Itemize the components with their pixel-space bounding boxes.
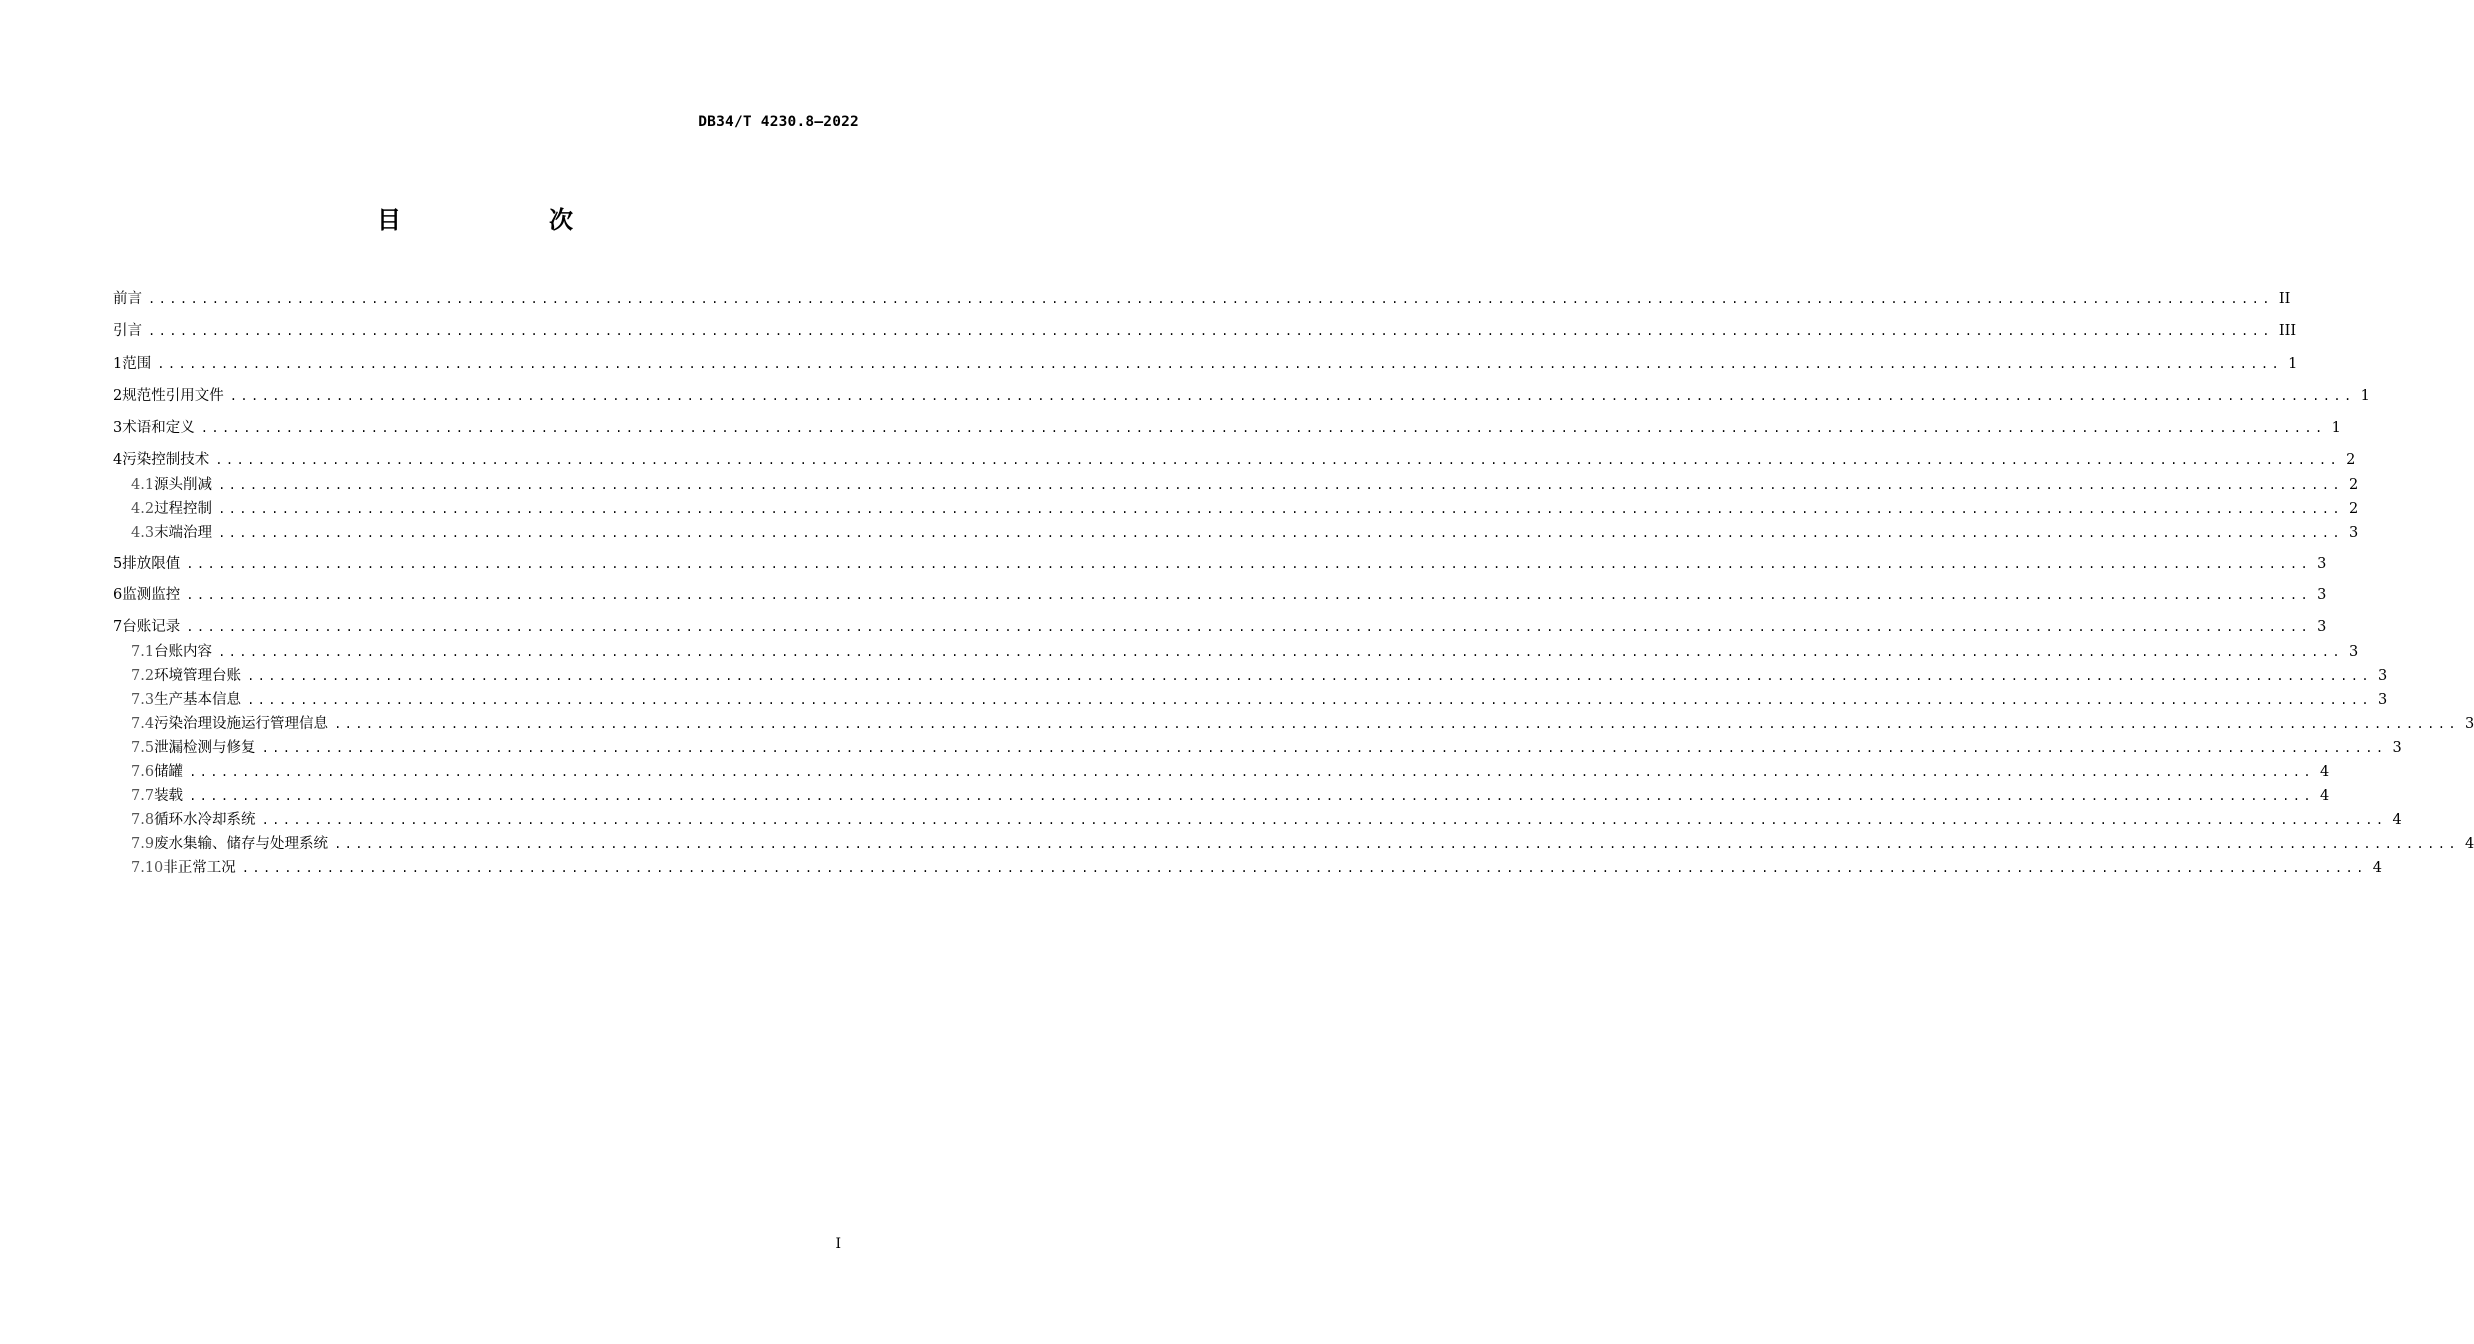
toc-leader-dots: ........................................................................................................................................................................................................ [218,502,2343,516]
toc-entry-number: 7.2 [131,668,155,684]
toc-leader-dots: ........................................................................................................................................................................................................ [261,813,2387,827]
toc-entry[interactable] [113,857,2382,879]
toc-entry[interactable] [113,498,2359,520]
toc-entry-page: III [2278,323,2297,339]
toc-entry-label: 术语和定义 [122,420,195,436]
toc-leader-dots: ........................................................................................................................................................................................................ [247,693,2372,707]
toc-entry-label: 环境管理台账 [154,668,242,684]
toc-entry-page: 4 [2319,788,2330,804]
toc-entry-page: 3 [2317,556,2327,572]
toc-entry-label: 监测监控 [122,587,181,603]
toc-entry-number: 4.1 [131,477,155,493]
toc-entry[interactable] [113,785,2330,807]
toc-entry-number: 4 [113,452,123,468]
toc-entry[interactable] [113,616,2327,638]
toc-leader-dots: ........................................................................................................................................................................................................ [241,861,2367,875]
toc-entry-number: 7.1 [131,644,155,660]
toc-entry-number: 7 [113,619,123,635]
toc-entry[interactable] [113,665,2388,687]
toc-entry-page: 4 [2464,836,2474,852]
toc-entry-label: 范围 [122,356,152,372]
toc-entry[interactable] [113,288,2291,310]
toc-entry[interactable] [113,641,2359,663]
toc-leader-dots: ........................................................................................................................................................................................................ [157,357,2283,371]
toc-entry-label: 台账记录 [122,619,181,635]
toc-entry-label: 前言 [113,291,142,307]
toc-entry-label: 非正常工况 [163,860,236,876]
toc-entry[interactable] [113,553,2327,575]
toc-leader-dots: ........................................................................................................................................................................................................ [189,765,2314,779]
toc-entry-label: 污染治理设施运行管理信息 [154,716,329,732]
toc-entry[interactable] [113,417,2341,439]
toc-entry-label: 过程控制 [154,501,213,517]
toc-entry[interactable] [113,833,2474,855]
toc-entry-page: 2 [2348,501,2359,517]
toc-leader-dots: ........................................................................................................................................................................................................ [334,717,2459,731]
toc-leader-dots: ........................................................................................................................................................................................................ [186,588,2312,602]
toc-leader-dots: ........................................................................................................................................................................................................ [148,324,2273,338]
toc-entry-page: II [2278,291,2291,307]
toc-entry-label: 末端治理 [154,525,213,541]
toc-entry-page: 3 [2317,587,2327,603]
toc-entry[interactable] [113,737,2402,759]
toc-entry[interactable] [113,809,2402,831]
toc-entry-label: 污染控制技术 [122,452,210,468]
toc-entry[interactable] [113,522,2359,544]
standard-code: DB34/T 4230.8—2022 [698,114,859,130]
toc-entry-page: 4 [2319,764,2330,780]
page-title: 目 次 [377,206,635,234]
toc-entry-label: 台账内容 [154,644,213,660]
toc-entry-label: 源头削减 [154,477,213,493]
toc-entry-label: 装载 [154,788,184,804]
toc-entry-page: 3 [2392,740,2402,756]
toc-entry-label: 引言 [113,323,142,339]
toc-entry-page: 3 [2348,525,2359,541]
toc-entry-number: 7.5 [131,740,155,756]
toc-entry-number: 4.2 [131,501,155,517]
toc-leader-dots: ........................................................................................................................................................................................................ [186,557,2312,571]
toc-leader-dots: ........................................................................................................................................................................................................ [261,741,2387,755]
toc-entry-page: 4 [2392,812,2402,828]
toc-entry-number: 7.3 [131,692,155,708]
toc-leader-dots: ........................................................................................................................................................................................................ [200,421,2326,435]
toc-entry-label: 生产基本信息 [154,692,242,708]
toc-entry-number: 7.10 [131,860,164,876]
toc-entry[interactable] [113,385,2370,407]
toc-entry-page: 1 [2288,356,2298,372]
toc-leader-dots: ........................................................................................................................................................................................................ [218,645,2343,659]
toc-entry-page: 1 [2360,388,2370,404]
toc-entry-page: 2 [2346,452,2356,468]
toc-leader-dots: ........................................................................................................................................................................................................ [186,620,2312,634]
toc-entry-number: 6 [113,587,123,603]
toc-entry-label: 废水集输、储存与处理系统 [154,836,329,852]
toc-leader-dots: ........................................................................................................................................................................................................ [334,837,2459,851]
toc-entry-number: 4.3 [131,525,155,541]
toc-entry-label: 泄漏检测与修复 [154,740,256,756]
toc-entry[interactable] [113,449,2356,471]
page-number: I [835,1236,841,1252]
toc-entry-number: 7.8 [131,812,155,828]
toc-entry-label: 规范性引用文件 [122,388,224,404]
toc-entry-page: 3 [2377,668,2388,684]
toc-leader-dots: ........................................................................................................................................................................................................ [148,292,2273,306]
toc-entry[interactable] [113,761,2330,783]
toc-entry[interactable] [113,474,2359,496]
toc-entry-number: 2 [113,388,123,404]
toc-entry-number: 7.7 [131,788,155,804]
toc-entry-number: 1 [113,356,123,372]
toc-leader-dots: ........................................................................................................................................................................................................ [215,453,2341,467]
toc-entry-label: 排放限值 [122,556,181,572]
toc-entry-page: 3 [2348,644,2359,660]
toc-entry-page: 2 [2348,477,2359,493]
toc-entry[interactable] [113,713,2474,735]
toc-entry[interactable] [113,353,2298,375]
toc-entry[interactable] [113,320,2297,342]
toc-entry-number: 3 [113,420,123,436]
toc-entry-label: 储罐 [154,764,184,780]
toc-leader-dots: ........................................................................................................................................................................................................ [218,478,2343,492]
toc-entry-page: 3 [2317,619,2327,635]
toc-entry-number: 7.6 [131,764,155,780]
toc-entry-label: 循环水冷却系统 [154,812,256,828]
toc-entry-page: 1 [2331,420,2341,436]
toc-entry[interactable] [113,689,2388,711]
toc-entry[interactable] [113,584,2327,606]
toc-entry-page: 3 [2464,716,2474,732]
toc-leader-dots: ........................................................................................................................................................................................................ [229,389,2355,403]
toc-entry-number: 7.4 [131,716,155,732]
toc-entry-page: 4 [2372,860,2382,876]
toc-entry-number: 5 [113,556,123,572]
toc-leader-dots: ........................................................................................................................................................................................................ [218,526,2343,540]
toc-leader-dots: ........................................................................................................................................................................................................ [247,669,2372,683]
toc-leader-dots: ........................................................................................................................................................................................................ [189,789,2314,803]
toc-entry-number: 7.9 [131,836,155,852]
toc-entry-page: 3 [2377,692,2388,708]
